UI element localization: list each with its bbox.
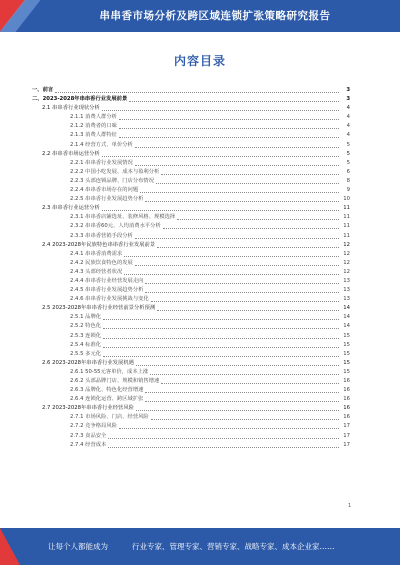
- toc-leader-dots: [135, 232, 339, 239]
- toc-entry[interactable]: [32, 341, 350, 350]
- toc-entry[interactable]: [32, 268, 350, 277]
- toc-entry-page: 11: [343, 223, 350, 230]
- footer-accent-shape: [0, 528, 20, 565]
- toc-entry-page: 15: [343, 350, 350, 357]
- toc-entry-page: 14: [343, 314, 350, 321]
- toc-entry-page: 12: [343, 259, 350, 266]
- toc-leader-dots: [145, 195, 339, 202]
- toc-entry[interactable]: [32, 413, 350, 422]
- toc-entry-page: 16: [343, 387, 350, 394]
- toc-entry-page: 10: [343, 196, 350, 203]
- toc-entry-label: 2.4.4 串串香行业经营发展走向: [70, 277, 144, 284]
- toc-entry-label: 2.7.1 市场风险、门店、经营风险: [70, 414, 149, 421]
- toc-entry-page: 15: [343, 368, 350, 375]
- toc-leader-dots: [135, 259, 339, 266]
- toc-leader-dots: [119, 113, 339, 120]
- toc-entry-page: 4: [346, 105, 350, 112]
- toc-entry-label: 2.2.5 串串香行业发展趋势分析: [70, 196, 144, 203]
- toc-entry-page: 16: [343, 396, 350, 403]
- toc-leader-dots: [119, 122, 339, 129]
- toc-leader-dots: [151, 413, 339, 420]
- toc-entry-label: 2.7.2 竞争格局风险: [70, 423, 117, 430]
- toc-entry-page: 16: [343, 405, 350, 412]
- toc-leader-dots: [108, 441, 339, 448]
- page-number: 1: [348, 503, 352, 509]
- toc-entry-label: 2.2.1 串串香行业发展情况: [70, 159, 133, 166]
- toc-heading: 内容目录: [173, 54, 226, 68]
- toc-entry[interactable]: [32, 113, 350, 122]
- toc-entry[interactable]: [32, 86, 350, 95]
- toc-leader-dots: [163, 222, 339, 229]
- toc-entry-label: 2.5.3 连锁化: [70, 332, 102, 339]
- toc-entry[interactable]: [32, 213, 350, 222]
- toc-entry-label: 2.6.2 头部品牌门店、规模和销售增速: [70, 378, 160, 384]
- toc-entry[interactable]: [32, 131, 350, 140]
- toc-entry-label: 2.3.2 串串香60元、人均消费水平分析: [70, 223, 161, 230]
- report-title: 串串香市场分析及跨区域连锁扩张策略研究报告: [99, 10, 331, 22]
- toc-entry-page: 12: [343, 268, 350, 275]
- toc-entry-page: 8: [346, 177, 350, 184]
- toc-entry-label: 2.6.3 品牌化、特色化经营增速: [70, 387, 144, 394]
- toc-entry-label: 2.5 2023-2028年串串香行业经营前景分析预测: [42, 305, 156, 312]
- toc-entry-label: 二、2023-2028年串串香行业发展前景: [32, 96, 128, 103]
- toc-entry[interactable]: [32, 386, 350, 395]
- toc-entry-page: 15: [343, 359, 350, 366]
- toc-leader-dots: [135, 141, 339, 148]
- toc-leader-dots: [103, 341, 339, 348]
- toc-entry[interactable]: [32, 122, 350, 131]
- toc-entry[interactable]: [32, 277, 350, 286]
- toc-entry-label: 2.6.1 50-55元客单价，成本上涨: [70, 368, 149, 375]
- toc-entry-page: 17: [343, 441, 350, 448]
- toc-leader-dots: [145, 395, 339, 402]
- toc-entry[interactable]: [32, 395, 350, 404]
- toc-entry-page: 17: [343, 423, 350, 430]
- toc-entry-page: 15: [343, 341, 350, 348]
- toc-entry-label: 2.1.4 经营方式、单价分析: [70, 141, 133, 148]
- header-banner: [0, 0, 400, 32]
- toc-entry[interactable]: [32, 241, 350, 250]
- toc-entry-page: 4: [346, 114, 350, 121]
- toc-entry-label: 2.6.4 连锁化运营、跨区域扩张: [70, 396, 144, 403]
- toc-entry-page: 5: [346, 150, 350, 157]
- toc-entry-label: 2.5.5 多元化: [70, 350, 102, 357]
- toc-entry[interactable]: [32, 259, 350, 268]
- toc-leader-dots: [157, 241, 339, 248]
- toc-entry-label: 2.1 串串香行业现状分析: [42, 105, 100, 112]
- toc-leader-dots: [103, 350, 339, 357]
- toc-leader-dots: [177, 213, 339, 220]
- toc-leader-dots: [119, 131, 339, 138]
- toc-entry-page: 9: [346, 187, 350, 194]
- toc-entry[interactable]: [32, 286, 350, 295]
- toc-entry-page: 14: [343, 305, 350, 312]
- toc-entry-label: 2.4.5 串串香行业发展趋势分析: [70, 287, 144, 294]
- toc-leader-dots: [157, 304, 339, 311]
- toc-entry-page: 5: [346, 141, 350, 148]
- toc-leader-dots: [124, 250, 339, 257]
- toc-entry-page: 6: [346, 168, 350, 175]
- toc-entry-page: 11: [343, 232, 350, 239]
- toc-entry[interactable]: [32, 159, 350, 168]
- toc-entry-label: 2.3.3 串串香营销手段分析: [70, 232, 133, 239]
- toc-entry-page: 16: [343, 414, 350, 421]
- toc-entry-label: 2.5.2 特色化: [70, 323, 102, 330]
- toc-entry-page: 13: [343, 277, 350, 284]
- toc-entry-label: 2.6 2023-2028年串串香行业发展机遇: [42, 359, 134, 366]
- toc-entry[interactable]: [32, 204, 350, 213]
- toc-entry-label: 一、前言: [32, 87, 54, 93]
- toc-entry-page: 12: [343, 241, 350, 248]
- toc-leader-dots: [161, 377, 339, 384]
- toc-entry[interactable]: [32, 141, 350, 150]
- toc-entry-label: 2.4.1 串串香消费需求: [70, 250, 123, 257]
- toc-entry-label: 2.3.1 串串香店铺选址、装修风格、规模选择: [70, 214, 176, 221]
- toc-leader-dots: [119, 422, 339, 429]
- toc-entry-page: 14: [343, 323, 350, 330]
- toc-entry[interactable]: [32, 295, 350, 304]
- toc-leader-dots: [140, 186, 339, 193]
- footer-slogan: 让每个人都能成为: [48, 542, 108, 551]
- toc-entry-label: 2.2.3 头部连锁品牌、门店分布情况: [70, 177, 155, 184]
- toc-entry[interactable]: [32, 104, 350, 113]
- toc-leader-dots: [103, 332, 339, 339]
- toc-entry-page: 4: [346, 123, 350, 130]
- toc-entry[interactable]: [32, 150, 350, 159]
- toc-leader-dots: [136, 359, 339, 366]
- toc-leader-dots: [103, 322, 339, 329]
- toc-leader-dots: [145, 286, 339, 293]
- toc-entry-page: 3: [346, 87, 350, 93]
- toc-entry-page: 3: [346, 96, 350, 103]
- toc-entry-page: 11: [343, 205, 350, 212]
- toc-entry-label: 2.1.3 消费人群特征: [70, 132, 117, 139]
- toc-entry[interactable]: [32, 359, 350, 368]
- toc-leader-dots: [161, 168, 339, 175]
- toc-leader-dots: [102, 204, 339, 211]
- toc-entry[interactable]: [32, 368, 350, 377]
- toc-leader-dots: [102, 150, 339, 157]
- toc-entry[interactable]: [32, 232, 350, 241]
- toc-entry-page: 5: [346, 159, 350, 166]
- toc-entry-page: 16: [343, 378, 350, 384]
- toc-entry-label: 2.1.2 消费者的口味: [70, 123, 117, 130]
- toc-entry-label: 2.5.4 标准化: [70, 341, 102, 348]
- toc-entry-page: 17: [343, 432, 350, 439]
- toc-entry[interactable]: [32, 422, 350, 431]
- toc-leader-dots: [129, 95, 339, 102]
- toc-entry[interactable]: [32, 313, 350, 322]
- toc-entry-label: 2.7.4 经营成本: [70, 441, 107, 448]
- toc-entry-page: 11: [343, 214, 350, 221]
- toc-entry[interactable]: [32, 322, 350, 331]
- toc-entry-label: 2.7.3 食品安全: [70, 432, 107, 439]
- toc-entry-page: 12: [343, 250, 350, 257]
- toc-leader-dots: [124, 268, 339, 275]
- toc-leader-dots: [136, 404, 339, 411]
- toc-entry-label: 2.2.4 串串香市场存在的问题: [70, 187, 139, 194]
- toc-entry[interactable]: [32, 250, 350, 259]
- toc-leader-dots: [55, 86, 339, 93]
- toc-entry[interactable]: [32, 186, 350, 195]
- toc-entry-page: 13: [343, 287, 350, 294]
- toc-leader-dots: [108, 432, 339, 439]
- toc-leader-dots: [145, 386, 339, 393]
- toc-entry-label: 2.1.1 消费人群分析: [70, 114, 117, 121]
- toc-entry[interactable]: [32, 432, 350, 441]
- toc-leader-dots: [150, 368, 339, 375]
- toc-entry-label: 2.3 串串香行业运营分析: [42, 205, 100, 212]
- toc-entry[interactable]: [32, 404, 350, 413]
- toc-entry[interactable]: [32, 304, 350, 313]
- toc-entry-label: 2.2 串串香市场运营分析: [42, 150, 100, 157]
- toc-entry-label: 2.7 2023-2028年串串香行业经营风险: [42, 405, 134, 412]
- toc-entry[interactable]: [32, 332, 350, 341]
- toc-entry-label: 2.4.2 民族饮食特色的发展: [70, 259, 133, 266]
- toc-entry[interactable]: [32, 195, 350, 204]
- toc-entry[interactable]: [32, 168, 350, 177]
- footer-roles: 行业专家、管理专家、营销专家、战略专家、成本企业家……: [132, 542, 335, 551]
- toc-entry-label: 2.5.1 品牌化: [70, 314, 102, 321]
- toc-leader-dots: [102, 104, 339, 111]
- toc-entry-page: 15: [343, 332, 350, 339]
- toc-entry[interactable]: [32, 95, 350, 104]
- toc-entry-label: 2.2.2 中国小吃发展、成本与盈利分析: [70, 168, 160, 175]
- toc-entry[interactable]: [32, 350, 350, 359]
- toc-leader-dots: [151, 295, 339, 302]
- toc-leader-dots: [156, 177, 339, 184]
- toc-entry-label: 2.4.6 串串香行业发展挑战与变化: [70, 296, 149, 303]
- toc-entry[interactable]: [32, 177, 350, 186]
- footer-banner: [0, 528, 400, 565]
- toc-entry[interactable]: [32, 441, 350, 450]
- toc-entry[interactable]: [32, 377, 350, 386]
- toc-leader-dots: [145, 277, 339, 284]
- toc-leader-dots: [135, 159, 339, 166]
- toc-leader-dots: [103, 313, 339, 320]
- toc-entry-label: 2.4.3 头部经营者状况: [70, 268, 123, 275]
- table-of-contents: [32, 86, 350, 450]
- toc-entry[interactable]: [32, 222, 350, 231]
- toc-entry-label: 2.4 2023-2028年民族特色串串香行业发展前景: [42, 241, 156, 248]
- toc-entry-page: 13: [343, 296, 350, 303]
- toc-entry-page: 4: [346, 132, 350, 139]
